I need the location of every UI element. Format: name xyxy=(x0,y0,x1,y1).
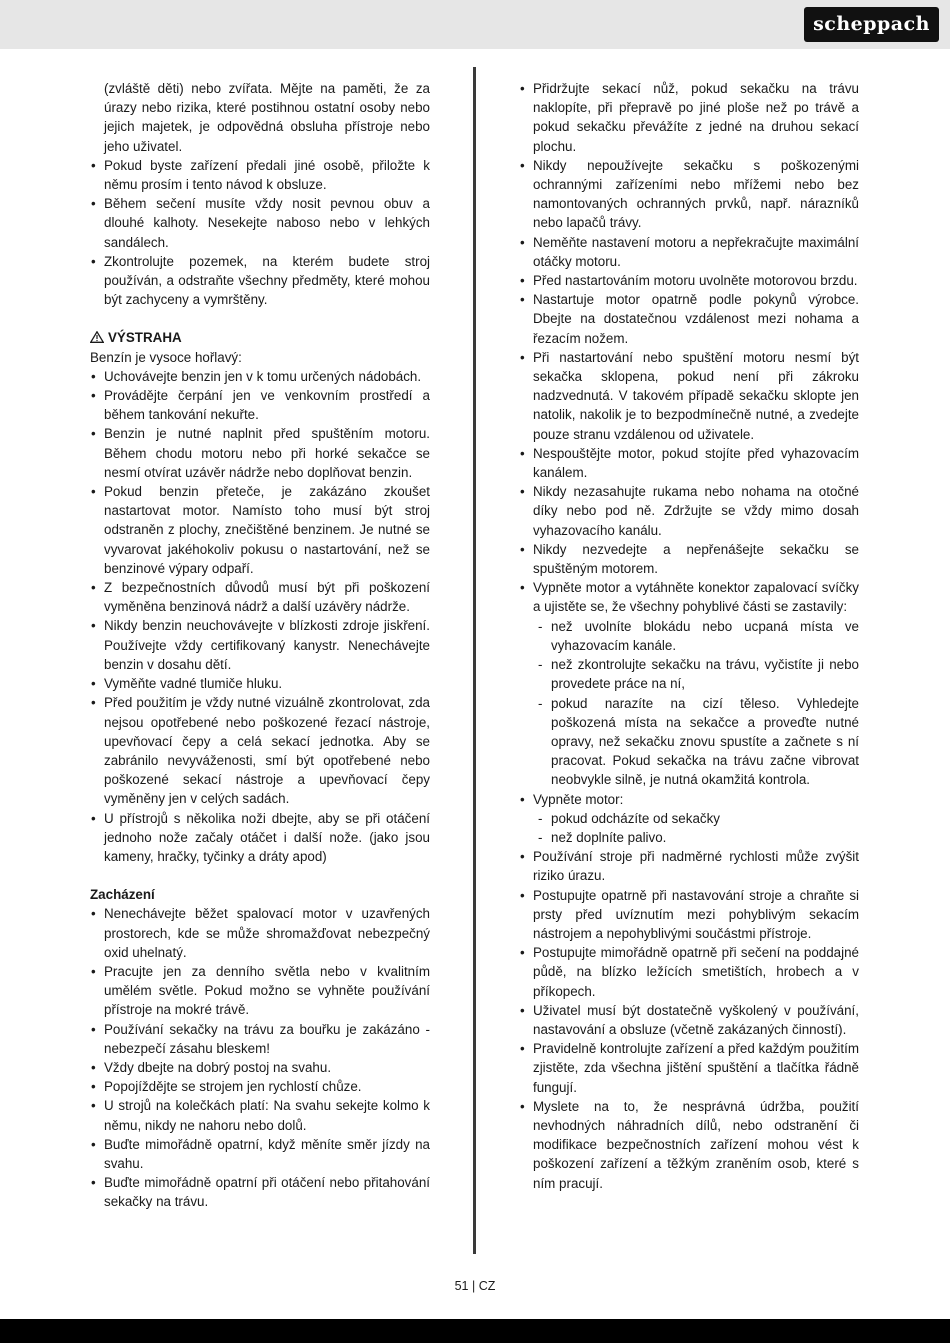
list-item: • Před nastartováním motoru uvolněte motorovou brzdu. xyxy=(519,271,859,290)
list-item: • Pracujte jen za denního světla nebo v kvalitním umělém světle. Pokud možno se vyhněte používání přístroje na mokré trávě. xyxy=(90,962,430,1020)
bottom-bar xyxy=(0,1319,950,1343)
list-item: • Benzin je nutné naplnit před spuštěním motoru. Během chodu motoru nebo při horké sekačce se nesmí otvírat uzávěr nádrže nebo doplňovat benzin. xyxy=(90,424,430,482)
list-item: • U přístrojů s několika noži dbejte, aby se při otáčení jednoho nože začaly otáčet i další nože. (jako jsou kameny, hračky, tyčinky a dráty apod) xyxy=(90,809,430,867)
warning-label: VÝSTRAHA xyxy=(108,330,182,346)
paragraph: Benzín je vysoce hořlavý: xyxy=(90,349,242,365)
list-item: • Provádějte čerpání jen ve venkovním prostředí a během tankování nekuřte. xyxy=(90,386,430,424)
list-item: • Před použitím je vždy nutné vizuálně zkontrolovat, zda nejsou opotřebené nebo poškozené řezací nástroje, upevňovací čepy a celá sekací jednotka. Aby se zabránilo nevyváženosti, smí být opotřebené nebo poškozené sekací nástroje a upevňovací čepy vyměněny jen v celých sadách. xyxy=(90,693,430,808)
list-item: • Nespouštějte motor, pokud stojíte před vyhazovacím kanálem. xyxy=(519,444,859,482)
left-column xyxy=(90,79,430,1212)
list-item: • Postupujte mimořádně opatrně při sečení na poddajné půdě, na blízko ležících smetištích, hrobech a v příkopech. xyxy=(519,943,859,1001)
column-divider xyxy=(473,67,476,1254)
list-item: • Nikdy nepoužívejte sekačku s poškozenými ochrannými zařízeními nebo mřížemi nebo bez namontovaných ochranných prvků, např. nárazníků nebo lapačů trávy. xyxy=(519,156,859,233)
spacer xyxy=(90,309,430,328)
list-item: • Pokud benzin přeteče, je zakázáno zkoušet nastartovat motor. Namísto toho musí být stroj odstraněn z plochy, znečištěné benzinem. Je nutné se vyvarovat jakéhokoliv pokusu o nastartování, než se benzinové výpary odpaří. xyxy=(90,482,430,578)
list-item: • Vypněte motor a vytáhněte konektor zapalovací svíčky a ujistěte se, že všechny pohyblivé části se zastavily: xyxy=(519,578,859,616)
list-item: • Myslete na to, že nesprávná údržba, použití nevhodných náhradních dílů, nebo odstranění či modifikace bezpečnostních zařízení mohou vést k poškození zařízení a těžkým zraněním osob, které s ním pracují. xyxy=(519,1097,859,1193)
sub-list-item: - pokud odcházíte od sekačky xyxy=(519,809,859,828)
sub-list-item: - než uvolníte blokádu nebo ucpaná místa ve vyhazovacím kanále. xyxy=(519,617,859,655)
list-item: • Nikdy benzin neuchovávejte v blízkosti zdroje jiskření. Používejte vždy certifikovaný kanystr. Nenechávejte benzin v dosahu dětí. xyxy=(90,616,430,674)
list-item: • Pravidelně kontrolujte zařízení a před každým použitím zjistěte, zda všechna jištění spuštění a tlačítka řádně fungují. xyxy=(519,1039,859,1097)
list-item: • Postupujte opatrně při nastavování stroje a chraňte si prsty před uvíznutím mezi pohyblivým sekacím nástrojem a nepohyblivými součástmi přístroje. xyxy=(519,886,859,944)
list-item: • Používání stroje při nadměrné rychlosti může zvýšit riziko úrazu. xyxy=(519,847,859,885)
sub-list-item: - než zkontrolujte sekačku na trávu, vyčistíte ji nebo provedete práce na ní, xyxy=(519,655,859,693)
list-item: • Nenechávejte běžet spalovací motor v uzavřených prostorech, kde se může shromažďovat nebezpečný oxid uhelnatý. xyxy=(90,904,430,962)
list-item: • U strojů na kolečkách platí: Na svahu sekejte kolmo k němu, nikdy ne nahoru nebo dolů. xyxy=(90,1096,430,1134)
list-item: • Používání sekačky na trávu za bouřku je zakázáno - nebezpečí zásahu bleskem! xyxy=(90,1020,430,1058)
right-column xyxy=(519,79,859,1193)
list-item: • Buďte mimořádně opatrní, když měníte směr jízdy na svahu. xyxy=(90,1135,430,1173)
list-item: • Nikdy nezasahujte rukama nebo nohama na otočné díky nebo pod ně. Zdržujte se vždy mimo dosah vyhazovacího kanálu. xyxy=(519,482,859,540)
list-item: • Během sečení musíte vždy nosit pevnou obuv a dlouhé kalhoty. Nesekejte naboso nebo v lehkých sandálech. xyxy=(90,194,430,252)
continued-list-item: (zvláště děti) nebo zvířata. Mějte na paměti, že za úrazy nebo rizika, které postihnou ostatní osoby nebo jejich majetek, je odpovědná obsluha přístroje nebo jeho uživatel. xyxy=(104,81,430,154)
header-bar xyxy=(0,0,950,49)
scheppach-logo xyxy=(804,7,939,42)
list-item: • Vypněte motor: xyxy=(519,790,859,809)
list-item: • Nikdy nezvedejte a nepřenášejte sekačku se spuštěným motorem. xyxy=(519,540,859,578)
spacer xyxy=(90,866,430,885)
list-item: • Neměňte nastavení motoru a nepřekračujte maximální otáčky motoru. xyxy=(519,233,859,271)
warning-triangle-icon xyxy=(90,331,104,343)
list-item: • Popojíždějte se strojem jen rychlostí chůze. xyxy=(90,1077,430,1096)
list-item: • Přidržujte sekací nůž, pokud sekačku na trávu naklopíte, při přepravě po jiné ploše než po trávě a pokud sekačku převážíte z jedné na druhou sekací plochu. xyxy=(519,79,859,156)
sub-list-item: - než doplníte palivo. xyxy=(519,828,859,847)
list-item: • Při nastartování nebo spuštění motoru nesmí být sekačka sklopena, pokud není při zákroku nadzvednutá. V takovém případě sekačku sklopte jen natolik, nakolik je to bezpodmínečně nutné, a zvedejte pouze stranu vzdálenou od uživatele. xyxy=(519,348,859,444)
warning-heading xyxy=(90,328,430,347)
list-item: • Z bezpečnostních důvodů musí být při poškození vyměněna benzinová nádrž a další uzávěry nádrže. xyxy=(90,578,430,616)
list-item: • Zkontrolujte pozemek, na kterém budete stroj používán, a odstraňte všechny předměty, které mohou být zachyceny a vymrštěny. xyxy=(90,252,430,310)
list-item: • Nastartuje motor opatrně podle pokynů výrobce. Dbejte na dostatečnou vzdálenost mezi nohama a řezacím nožem. xyxy=(519,290,859,348)
list-item: • Vyměňte vadné tlumiče hluku. xyxy=(90,674,430,693)
page-number: 51 | CZ xyxy=(454,1279,496,1293)
list-item: • Uchovávejte benzin jen v k tomu určených nádobách. xyxy=(90,367,430,386)
list-item: • Pokud byste zařízení předali jiné osobě, přiložte k němu prosím i tento návod k obsluze. xyxy=(90,156,430,194)
list-item: • Vždy dbejte na dobrý postoj na svahu. xyxy=(90,1058,430,1077)
sub-list-item: - pokud narazíte na cizí těleso. Vyhledejte poškozená místa na sekačce a proveďte nutné opravy, než sekačku znovu spustíte a začnete s ní pracovat. Pokud sekačka na trávu začne vibrovat neobvykle silně, je nutná okamžitá kontrola. xyxy=(519,694,859,790)
logo-text: scheppach xyxy=(813,13,930,35)
list-item: • Uživatel musí být dostatečně vyškolený v používání, nastavování a obsluze (včetně zakázaných činností). xyxy=(519,1001,859,1039)
list-item: • Buďte mimořádně opatrní při otáčení nebo přitahování sekačky na trávu. xyxy=(90,1173,430,1211)
section-heading: Zacházení xyxy=(90,887,155,903)
